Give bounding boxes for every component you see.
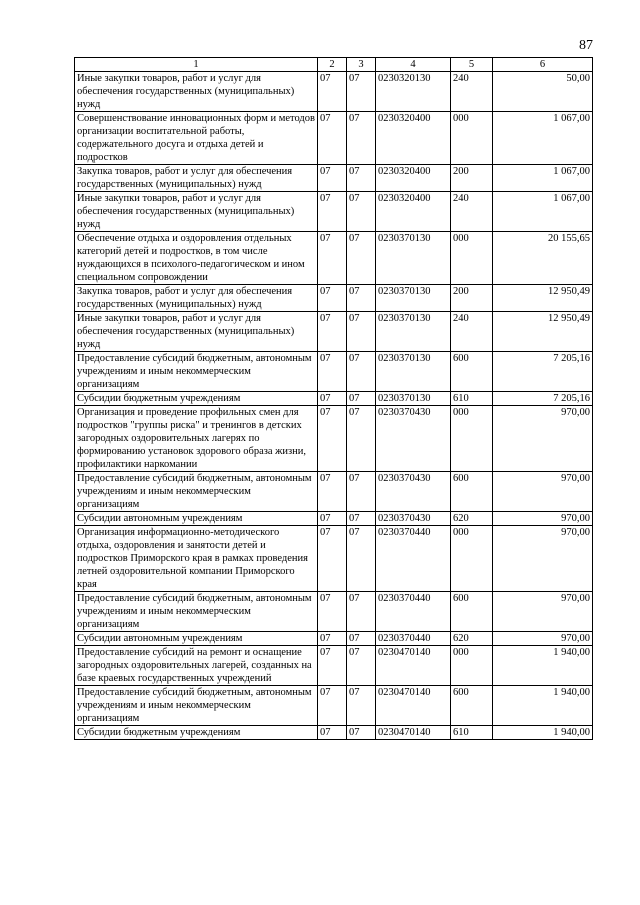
row-name: Организация информационно-методического отдыха, оздоровления и занятости детей и подростков Приморского края в рамках проведения летней оздоровительной компании Приморского края bbox=[75, 526, 318, 592]
row-section: 07 bbox=[318, 312, 347, 352]
table-row bbox=[75, 472, 593, 512]
row-expense-type: 600 bbox=[451, 472, 493, 512]
row-section: 07 bbox=[318, 592, 347, 632]
header-col-1: 1 bbox=[75, 58, 318, 72]
row-subsection: 07 bbox=[347, 686, 376, 726]
table-row bbox=[75, 352, 593, 392]
row-expense-type: 000 bbox=[451, 112, 493, 165]
row-section: 07 bbox=[318, 526, 347, 592]
row-amount: 7 205,16 bbox=[493, 352, 593, 392]
row-amount: 1 940,00 bbox=[493, 646, 593, 686]
row-subsection: 07 bbox=[347, 72, 376, 112]
row-target-article: 0230370130 bbox=[376, 285, 451, 312]
row-target-article: 0230370440 bbox=[376, 526, 451, 592]
row-expense-type: 600 bbox=[451, 686, 493, 726]
row-amount: 970,00 bbox=[493, 406, 593, 472]
row-amount: 1 940,00 bbox=[493, 726, 593, 740]
row-name: Субсидии автономным учреждениям bbox=[75, 632, 318, 646]
row-target-article: 0230370130 bbox=[376, 392, 451, 406]
table-row bbox=[75, 192, 593, 232]
row-subsection: 07 bbox=[347, 726, 376, 740]
row-amount: 970,00 bbox=[493, 472, 593, 512]
row-amount: 1 067,00 bbox=[493, 165, 593, 192]
row-expense-type: 000 bbox=[451, 646, 493, 686]
table-row bbox=[75, 592, 593, 632]
row-target-article: 0230470140 bbox=[376, 646, 451, 686]
row-amount: 20 155,65 bbox=[493, 232, 593, 285]
table-row bbox=[75, 232, 593, 285]
row-subsection: 07 bbox=[347, 352, 376, 392]
row-name: Обеспечение отдыха и оздоровления отдельных категорий детей и подростков, в том числе нуждающихся в психолого-педагогическом и ином специальном сопровождении bbox=[75, 232, 318, 285]
row-expense-type: 620 bbox=[451, 512, 493, 526]
row-section: 07 bbox=[318, 646, 347, 686]
row-section: 07 bbox=[318, 352, 347, 392]
row-target-article: 0230370130 bbox=[376, 232, 451, 285]
row-subsection: 07 bbox=[347, 472, 376, 512]
row-subsection: 07 bbox=[347, 646, 376, 686]
table-row bbox=[75, 526, 593, 592]
row-expense-type: 000 bbox=[451, 406, 493, 472]
row-section: 07 bbox=[318, 686, 347, 726]
row-target-article: 0230370130 bbox=[376, 312, 451, 352]
header-col-5: 5 bbox=[451, 58, 493, 72]
row-expense-type: 600 bbox=[451, 592, 493, 632]
row-amount: 970,00 bbox=[493, 592, 593, 632]
row-name: Предоставление субсидий бюджетным, автономным учреждениям и иным некоммерческим организациям bbox=[75, 686, 318, 726]
row-target-article: 0230370440 bbox=[376, 592, 451, 632]
row-name: Предоставление субсидий бюджетным, автономным учреждениям и иным некоммерческим организациям bbox=[75, 352, 318, 392]
row-section: 07 bbox=[318, 406, 347, 472]
row-expense-type: 200 bbox=[451, 165, 493, 192]
table-row bbox=[75, 312, 593, 352]
row-subsection: 07 bbox=[347, 285, 376, 312]
row-amount: 1 067,00 bbox=[493, 192, 593, 232]
row-amount: 1 940,00 bbox=[493, 686, 593, 726]
table-row bbox=[75, 646, 593, 686]
page-number: 87 bbox=[579, 38, 593, 53]
header-col-2: 2 bbox=[318, 58, 347, 72]
row-name: Субсидии автономным учреждениям bbox=[75, 512, 318, 526]
row-amount: 12 950,49 bbox=[493, 285, 593, 312]
row-name: Субсидии бюджетным учреждениям bbox=[75, 726, 318, 740]
row-amount: 970,00 bbox=[493, 512, 593, 526]
row-subsection: 07 bbox=[347, 406, 376, 472]
row-subsection: 07 bbox=[347, 526, 376, 592]
row-subsection: 07 bbox=[347, 512, 376, 526]
row-expense-type: 610 bbox=[451, 726, 493, 740]
row-subsection: 07 bbox=[347, 592, 376, 632]
row-section: 07 bbox=[318, 72, 347, 112]
row-amount: 12 950,49 bbox=[493, 312, 593, 352]
row-target-article: 0230320400 bbox=[376, 112, 451, 165]
table-row bbox=[75, 165, 593, 192]
row-section: 07 bbox=[318, 726, 347, 740]
row-subsection: 07 bbox=[347, 232, 376, 285]
budget-table bbox=[74, 57, 593, 740]
row-expense-type: 000 bbox=[451, 232, 493, 285]
table-row bbox=[75, 285, 593, 312]
header-col-4: 4 bbox=[376, 58, 451, 72]
row-section: 07 bbox=[318, 165, 347, 192]
row-amount: 50,00 bbox=[493, 72, 593, 112]
row-name: Закупка товаров, работ и услуг для обеспечения государственных (муниципальных) нужд bbox=[75, 285, 318, 312]
row-section: 07 bbox=[318, 472, 347, 512]
row-section: 07 bbox=[318, 632, 347, 646]
row-target-article: 0230370430 bbox=[376, 512, 451, 526]
table-row bbox=[75, 112, 593, 165]
row-section: 07 bbox=[318, 192, 347, 232]
header-col-6: 6 bbox=[493, 58, 593, 72]
table-header-row bbox=[75, 58, 593, 72]
row-name: Предоставление субсидий бюджетным, автономным учреждениям и иным некоммерческим организациям bbox=[75, 592, 318, 632]
row-subsection: 07 bbox=[347, 392, 376, 406]
row-expense-type: 600 bbox=[451, 352, 493, 392]
row-subsection: 07 bbox=[347, 165, 376, 192]
row-name: Предоставление субсидий на ремонт и оснащение загородных оздоровительных лагерей, созданных на базе краевых государственных учреждений bbox=[75, 646, 318, 686]
row-section: 07 bbox=[318, 285, 347, 312]
row-target-article: 0230370130 bbox=[376, 352, 451, 392]
row-name: Иные закупки товаров, работ и услуг для обеспечения государственных (муниципальных) нужд bbox=[75, 312, 318, 352]
row-name: Иные закупки товаров, работ и услуг для обеспечения государственных (муниципальных) нужд bbox=[75, 192, 318, 232]
row-name: Предоставление субсидий бюджетным, автономным учреждениям и иным некоммерческим организациям bbox=[75, 472, 318, 512]
table-row bbox=[75, 686, 593, 726]
row-target-article: 0230470140 bbox=[376, 686, 451, 726]
table-row bbox=[75, 392, 593, 406]
row-expense-type: 610 bbox=[451, 392, 493, 406]
table-row bbox=[75, 512, 593, 526]
row-target-article: 0230320130 bbox=[376, 72, 451, 112]
row-amount: 1 067,00 bbox=[493, 112, 593, 165]
row-section: 07 bbox=[318, 392, 347, 406]
row-expense-type: 240 bbox=[451, 72, 493, 112]
row-expense-type: 620 bbox=[451, 632, 493, 646]
row-name: Иные закупки товаров, работ и услуг для обеспечения государственных (муниципальных) нужд bbox=[75, 72, 318, 112]
row-expense-type: 240 bbox=[451, 192, 493, 232]
row-section: 07 bbox=[318, 232, 347, 285]
row-target-article: 0230320400 bbox=[376, 192, 451, 232]
row-name: Субсидии бюджетным учреждениям bbox=[75, 392, 318, 406]
row-name: Закупка товаров, работ и услуг для обеспечения государственных (муниципальных) нужд bbox=[75, 165, 318, 192]
row-amount: 970,00 bbox=[493, 526, 593, 592]
row-expense-type: 240 bbox=[451, 312, 493, 352]
row-target-article: 0230370430 bbox=[376, 472, 451, 512]
row-name: Организация и проведение профильных смен для подростков "группы риска" и тренингов в детских загородных оздоровительных лагерях по формированию установок здорового образа жизни, профилактики наркомании bbox=[75, 406, 318, 472]
row-target-article: 0230370430 bbox=[376, 406, 451, 472]
row-amount: 970,00 bbox=[493, 632, 593, 646]
row-amount: 7 205,16 bbox=[493, 392, 593, 406]
table-row bbox=[75, 72, 593, 112]
table-row bbox=[75, 632, 593, 646]
table-row bbox=[75, 726, 593, 740]
row-expense-type: 000 bbox=[451, 526, 493, 592]
row-subsection: 07 bbox=[347, 312, 376, 352]
row-subsection: 07 bbox=[347, 632, 376, 646]
header-col-3: 3 bbox=[347, 58, 376, 72]
row-target-article: 0230320400 bbox=[376, 165, 451, 192]
table-row bbox=[75, 406, 593, 472]
row-target-article: 0230370440 bbox=[376, 632, 451, 646]
row-subsection: 07 bbox=[347, 112, 376, 165]
row-section: 07 bbox=[318, 512, 347, 526]
row-subsection: 07 bbox=[347, 192, 376, 232]
row-section: 07 bbox=[318, 112, 347, 165]
row-target-article: 0230470140 bbox=[376, 726, 451, 740]
row-name: Совершенствование инновационных форм и методов организации воспитательной работы, содержательного досуга и отдыха детей и подростков bbox=[75, 112, 318, 165]
row-expense-type: 200 bbox=[451, 285, 493, 312]
